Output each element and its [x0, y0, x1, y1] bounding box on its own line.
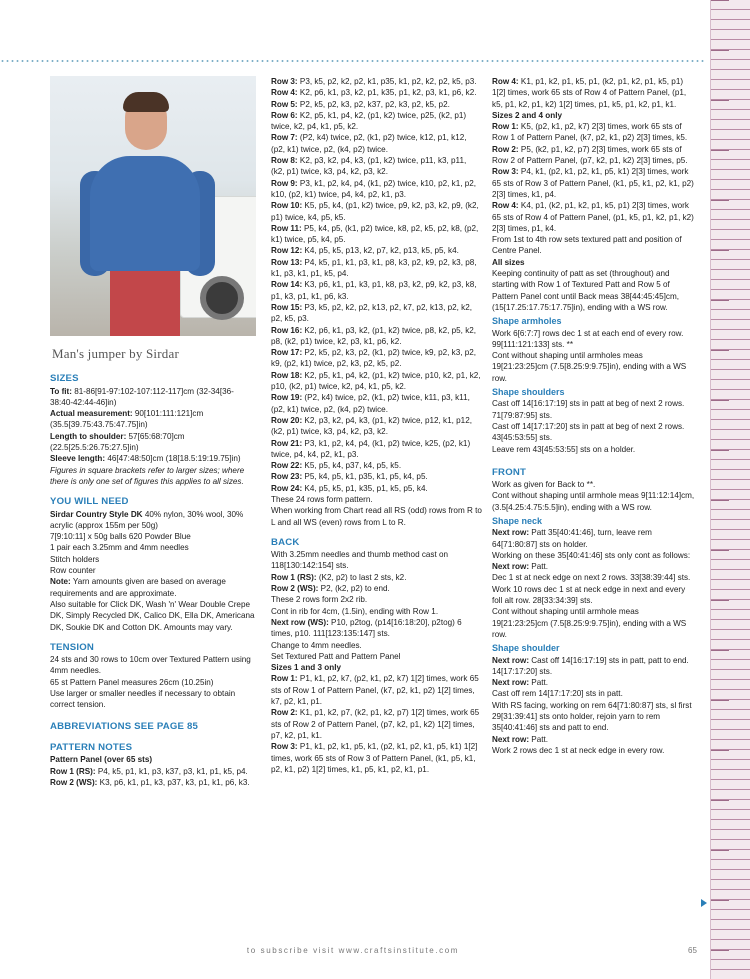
- col2-item: [271, 438, 482, 461]
- trousers: [110, 266, 180, 336]
- pattern-rows: [271, 76, 482, 528]
- item-text: K5, p5, k4, (p1, k2) twice, p9, k2, p3, k2, p9, (k2, p1) twice, k4, p5, k5.: [271, 201, 479, 222]
- item-label: Row 1:: [492, 122, 519, 132]
- back-heading: BACK: [271, 536, 300, 548]
- ruler-major-tick: [711, 50, 729, 51]
- col2-item: [271, 347, 482, 370]
- item-text: Patt.: [529, 734, 548, 744]
- item-label: Row 12:: [271, 246, 303, 256]
- sizes-heading: SIZES: [50, 373, 79, 385]
- sizes-list: [50, 386, 256, 465]
- item-label: Actual measurement:: [50, 409, 133, 419]
- back-item: [271, 640, 482, 651]
- col2-item: [271, 279, 482, 302]
- item-label: Next row:: [492, 562, 530, 572]
- sizes13-item: [271, 673, 482, 707]
- item-label: Row 3:: [271, 742, 298, 752]
- item-label: Row 3:: [271, 77, 298, 86]
- item-label: Row 4:: [492, 77, 519, 86]
- item-label: Row 11:: [271, 223, 302, 233]
- neck-item: [492, 550, 697, 561]
- sizes-item: [50, 453, 256, 464]
- shoulder-item: [492, 734, 697, 745]
- item-text: (K2, p2) to last 2 sts, k2.: [316, 572, 407, 582]
- item-label: Sleeve length:: [50, 454, 106, 464]
- sizes-item: [50, 431, 256, 454]
- item-label: Row 8:: [271, 156, 298, 166]
- col2-item: [271, 370, 482, 393]
- item-text: Yarn amounts given are based on average requirements and are approximate.: [50, 577, 226, 598]
- row-4-instructions: [492, 76, 697, 110]
- item-text: Row counter: [50, 566, 96, 576]
- item-text: From 1st to 4th row sets textured patt and position of Centre Panel.: [492, 235, 682, 256]
- item-text: Work 10 rows dec 1 st at neck edge in next and every foll alt row. 28[33:34:39] sts.: [492, 584, 686, 606]
- shoulder-instructions: [492, 655, 697, 757]
- col2-item: [271, 483, 482, 494]
- item-text: K1, p1, k2, p1, k5, p1, (k2, p1, k2, p1, k5, p1) 1[2] times, work 65 sts of Row 4 of Pattern Panel, (p1, k5, p1, k2, p1, k2) 1[2] times, p1, k5, p1, k2, p1, k1.: [492, 77, 687, 109]
- shoulder-item: [492, 700, 697, 734]
- item-label: Next row:: [492, 655, 530, 665]
- sizes24-item: [492, 200, 697, 234]
- neck-item: [492, 572, 697, 583]
- abbreviations-heading: ABBREVIATIONS SEE PAGE 85: [50, 720, 199, 732]
- front-line: Cont without shaping until armhole meas 9[11:12:14]cm, (3.5[4.25:4.75:5.5]in), ending with a WS row.: [492, 491, 695, 512]
- item-text: 81-86[91-97:102-107:112-117]cm (32-34[36-38:40-42:44-46]in): [50, 386, 234, 407]
- item-text: With RS facing, working on rem 64[71:80:87] sts, sl first 29[31:39:41] sts onto holder, rejoin yarn to rem 35[40:41:46] sts and patt to end.: [492, 700, 692, 733]
- back-item: [271, 549, 482, 572]
- item-label: Row 20:: [271, 415, 303, 425]
- model-hair: [123, 92, 169, 112]
- item-text: P2, k5, p2, k3, p2, k37, p2, k3, p2, k5, p2.: [297, 99, 450, 109]
- item-text: Patt.: [529, 562, 548, 572]
- column-2: [271, 76, 482, 775]
- page-number: 65: [688, 946, 697, 955]
- item-text: 46[47:48:50]cm (18[18.5:19:19.75]in): [105, 454, 241, 464]
- shape-neck-heading: Shape neck: [492, 515, 543, 526]
- back-item: [271, 617, 482, 640]
- sizes-note: Figures in square brackets refer to larger sizes; where there is only one set of figures this applies to all sizes.: [50, 465, 245, 486]
- back-item: [271, 651, 482, 662]
- ruler-major-tick: [711, 200, 729, 201]
- item-label: Row 22:: [271, 461, 303, 471]
- item-text: These 2 rows form 2x2 rib.: [271, 595, 368, 605]
- item-text: Cont without shaping until armhole meas 19[21:23:25]cm (7.5[8.25:9:9.75]in), ending with a WS row.: [492, 607, 687, 639]
- ruler-major-tick: [711, 700, 729, 701]
- item-label: Note:: [50, 577, 71, 587]
- item-label: Row 5:: [271, 99, 298, 109]
- need-item: [50, 565, 256, 576]
- item-text: 7[9:10:11] x 50g balls 620 Powder Blue: [50, 532, 191, 542]
- front-line: Work as given for Back to **.: [492, 480, 596, 490]
- item-text: P4, k5, p1, k1, p3, k1, p8, k3, p2, k9, p2, k3, p8, k1, p3, k1, p1, k5, p4.: [271, 257, 477, 279]
- item-label: Row 21:: [271, 438, 303, 448]
- ruler-major-tick: [711, 350, 729, 351]
- item-text: K4, p1, (k2, p1, k2, p1, k5, p1) 2[3] times, work 65 sts of Row 4 of Pattern Panel, (p1, k5, p1, k2, p1, k2) 2[3] times, p1, k4.: [492, 201, 694, 233]
- item-label: Row 14:: [271, 280, 303, 290]
- ruler-major-tick: [711, 650, 729, 651]
- shoulders-line: Cast off 14[16:17:19] sts in patt at beg of next 2 rows. 71[79:87:95] sts.: [492, 399, 685, 420]
- item-text: K5, (p2, k1, p2, k7) 2[3] times, work 65 sts of Row 1 of Pattern Panel, (k7, p2, k1, p2) 2[3] times, k5.: [492, 122, 688, 143]
- item-text: (P2, k4) twice, p2, (k1, p2) twice, k12, p1, k12, (p2, k1) twice, p2, (k4, p2) twice.: [271, 133, 467, 154]
- col2-item: [271, 99, 482, 110]
- sizes24-item: [492, 234, 697, 257]
- item-label: Row 2 (WS):: [271, 584, 319, 594]
- item-label: Row 4:: [271, 88, 298, 98]
- item-text: K3, p6, k1, p1, k3, p37, k3, p1, k1, p6, k3.: [97, 777, 250, 787]
- tension-line: 24 sts and 30 rows to 10cm over Textured Pattern using 4mm needles.: [50, 655, 251, 676]
- item-label: Row 7:: [271, 133, 298, 143]
- col2-item: [271, 460, 482, 471]
- ruler-major-tick: [711, 400, 729, 401]
- item-text: Dec 1 st at neck edge on next 2 rows. 33[38:39:44] sts.: [492, 573, 691, 583]
- col2-item: [271, 392, 482, 415]
- item-text: 90[101:111:121]cm (35.5[39.75:43.75:47.75]in): [50, 409, 204, 430]
- sizes-1-3-rows: [271, 673, 482, 775]
- ruler-major-tick: [711, 850, 729, 851]
- top-dotted-rule: [0, 60, 706, 62]
- item-text: Change to 4mm needles.: [271, 640, 362, 650]
- item-label: Row 2 (WS):: [50, 777, 98, 787]
- neck-item: [492, 606, 697, 640]
- shoulder-item: [492, 655, 697, 678]
- item-text: Working on these 35[40:41:46] sts only cont as follows:: [492, 550, 691, 560]
- item-text: P3, k1, p2, k4, p4, (k1, p2) twice, k10, p2, k1, p2, k10, (p2, k1) twice, p4, k4, p2, k1, p3.: [271, 178, 477, 199]
- pattern-panel-subheading: Pattern Panel (over 65 sts): [50, 755, 153, 765]
- armholes-text: [492, 328, 697, 384]
- item-label: To fit:: [50, 386, 72, 396]
- item-text: P5, k4, p5, (k1, p2) twice, k8, p2, k5, p2, k8, (p2, k1) twice, p5, k4, p5.: [271, 223, 479, 245]
- item-label: Row 1:: [271, 674, 298, 684]
- item-label: Row 17:: [271, 348, 303, 358]
- back-item: [271, 583, 482, 594]
- subscribe-footer: to subscribe visit www.craftsinstitute.com: [246, 946, 460, 955]
- col2-item: [271, 132, 482, 155]
- item-label: Next row:: [492, 678, 530, 688]
- item-label: Row 19:: [271, 393, 303, 403]
- notes-rows-item: [50, 766, 256, 777]
- shoulders-text: [492, 398, 697, 454]
- ruler-major-tick: [711, 150, 729, 151]
- item-text: P3, k5, p2, k2, p2, k13, p2, k7, p2, k13, p2, k2, p2, k5, p3.: [271, 302, 472, 324]
- item-text: Cast off 14[16:17:19] sts in patt, patt to end. 14[17:17:20] sts.: [492, 655, 689, 676]
- item-text: K2, p5, k1, p4, k2, (p1, k2) twice, p10, k2, p1, k2, p10, (k2, p1) twice, k2, p4, k1, p5, k2.: [271, 370, 481, 392]
- car-wheel: [200, 276, 244, 320]
- shoulders-line: Cast off 14[17:17:20] sts in patt at beg of next 2 rows. 43[45:53:55] sts.: [492, 421, 685, 443]
- pattern-notes-heading: PATTERN NOTES: [50, 741, 133, 753]
- item-text: K2, p3, k2, p4, k3, (p1, k2) twice, p11, k3, p11, (k2, p1) twice, k3, p4, k2, p3, k2.: [271, 156, 467, 177]
- item-text: K4, p5, k5, p1, k35, p1, k5, p5, k4.: [302, 483, 428, 493]
- sizes-2-4-heading: Sizes 2 and 4 only: [492, 110, 562, 120]
- pattern-notes-rows: [50, 766, 256, 789]
- item-label: Row 10:: [271, 201, 303, 211]
- sizes24-item: [492, 144, 697, 167]
- item-text: P2, (k2, p2) to end.: [318, 584, 390, 594]
- sizes-1-3-heading: Sizes 1 and 3 only: [271, 663, 341, 673]
- armholes-line: Work 6[6:7:7] rows dec 1 st at each end of every row. 99[111:121:133] sts. **: [492, 328, 684, 349]
- need-item: [50, 599, 256, 633]
- item-text: K3, p6, k1, p1, k3, p1, k8, p3, k2, p9, k2, p3, k8, p1, k3, p1, k1, p6, k3.: [271, 280, 477, 301]
- column-1: [50, 76, 256, 788]
- ruler-major-tick: [711, 900, 729, 901]
- blue-jumper: [90, 156, 200, 271]
- back-item: [271, 572, 482, 583]
- col2-item: [271, 155, 482, 178]
- sizes-2-4-rows: [492, 121, 697, 257]
- item-text: K2, p6, k1, p3, k2, (p1, k2) twice, p8, k2, p5, k2, p8, (k2, p1) twice, k2, p3, k1, p6, k2.: [271, 325, 477, 346]
- need-item: [50, 531, 256, 542]
- item-text: K2, p6, k1, p3, k2, p1, k35, p1, k2, p3, k1, p6, k2.: [297, 88, 477, 98]
- side-ruler: [710, 0, 750, 979]
- item-text: With 3.25mm needles and thumb method cast on 118[130:142:154] sts.: [271, 550, 449, 571]
- item-text: Set Textured Patt and Pattern Panel: [271, 651, 401, 661]
- item-text: Cont in rib for 4cm, (1.5in), ending with Row 1.: [271, 606, 439, 616]
- col2-item: [271, 257, 482, 280]
- neck-item: [492, 527, 697, 550]
- ruler-major-tick: [711, 450, 729, 451]
- item-label: Row 16:: [271, 325, 303, 335]
- item-text: K1, p1, k2, p7, (k2, p1, k2, p7) 1[2] times, work 65 sts of Row 2 of Pattern Panel, (p7, k2, p1, k2) 1[2] times, p7, k2, p1, k1.: [271, 708, 480, 740]
- item-text: When working from Chart read all RS (odd) rows from R to L and all WS (even) rows from L to R.: [271, 506, 482, 527]
- sizes-item: [50, 408, 256, 431]
- shoulder-item: [492, 688, 697, 699]
- item-text: Work 2 rows dec 1 st at neck edge in every row.: [492, 745, 665, 755]
- col2-item: [271, 302, 482, 325]
- item-label: Row 1 (RS):: [271, 572, 317, 582]
- sizes13-item: [271, 707, 482, 741]
- neck-instructions: [492, 527, 697, 640]
- item-text: P1, k1, p2, k1, p5, k1, (p2, k1, p2, k1, p5, k1) 1[2] times, work 65 sts of Row 3 of Pattern Panel, (k1, p5, k1, p2, k1, p2) 1[2] times, k1, p5, k1, p2, k1, p1.: [271, 742, 478, 774]
- tension-heading: TENSION: [50, 641, 95, 653]
- shape-shoulder-heading: Shape shoulder: [492, 643, 560, 654]
- tension-list: [50, 654, 256, 710]
- item-text: 40% nylon, 30% wool, 30% acrylic (approx 155m per 50g): [50, 509, 244, 530]
- shape-armholes-heading: Shape armholes: [492, 316, 562, 327]
- all-sizes-text: Keeping continuity of patt as set (throughout) and starting with Row 1 of Textured Patt and Row 5 of Pattern Panel cont until Back meas 38[44:45:45]cm,(15[17.25:17.75:17.75]in), ending with a WS row.: [492, 269, 679, 312]
- need-item: [50, 554, 256, 565]
- col2-item: [271, 87, 482, 98]
- need-item: [50, 509, 256, 532]
- item-label: Row 13:: [271, 257, 303, 267]
- item-text: Also suitable for Click DK, Wash 'n' Wear Double Crepe DK, Simply Recycled DK, Calico DK, Ella DK, Americana DK, Soukie DK and Cotton DK. Amounts may vary.: [50, 599, 255, 632]
- item-text: P5, (k2, p1, k2, p7) 2[3] times, work 65 sts of Row 2 of Pattern Panel, (p7, k2, p1, k2) 2[3] times, p5.: [492, 144, 688, 166]
- col2-item: [271, 223, 482, 246]
- back-item: [271, 594, 482, 605]
- col2-item: [271, 76, 482, 87]
- item-label: Row 23:: [271, 472, 303, 482]
- neck-item: [492, 561, 697, 572]
- back-item: [271, 606, 482, 617]
- col3-top-item: [492, 76, 697, 110]
- ruler-major-tick: [711, 100, 729, 101]
- sizes24-item: [492, 121, 697, 144]
- ruler-major-tick: [711, 800, 729, 801]
- item-text: P4, k5, p1, k1, p3, k37, p3, k1, p1, k5, p4.: [95, 766, 248, 776]
- item-text: K2, p3, k2, p4, k3, (p1, k2) twice, p12, k1, p12, (k2, p1) twice, k3, p4, k2, p3, k2.: [271, 415, 472, 437]
- shape-shoulders-heading: Shape shoulders: [492, 387, 565, 398]
- item-text: (P2, k4) twice, p2, (k1, p2) twice, k11, p3, k11, (p2, k1) twice, p2, (k4, p2) twice.: [271, 393, 470, 414]
- item-text: K2, p5, k1, p4, k2, (p1, k2) twice, p25, (k2, p1) twice, k2, p4, k1, p5, k2.: [271, 110, 467, 132]
- item-label: Length to shoulder:: [50, 431, 127, 441]
- item-label: Next row (WS):: [271, 617, 329, 627]
- item-text: P10, p2tog, (p14[16:18:20], p2tog) 6 times, p10. 111[123:135:147] sts.: [271, 617, 462, 639]
- item-text: P3, k1, p2, k4, p4, (k1, p2) twice, k25, (p2, k1) twice, p4, k4, p2, k1, p3.: [271, 438, 471, 459]
- item-text: P4, k1, (p2, k1, p2, k1, p5, k1) 2[3] times, work 65 sts of Row 3 of Pattern Panel, (k1, p5, k1, p2, k1, p2) 2[3] times, k1, p4.: [492, 167, 694, 199]
- item-text: K4, p5, k5, p13, k2, p7, k2, p13, k5, p5, k4.: [302, 246, 459, 256]
- sizes13-item: [271, 741, 482, 775]
- front-heading: FRONT: [492, 466, 527, 478]
- item-label: Row 24:: [271, 483, 303, 493]
- shoulder-item: [492, 677, 697, 688]
- item-text: 57[65:68:70]cm (22.5[25.5:26.75:27.5]in): [50, 431, 185, 453]
- item-text: P1, k1, p2, k7, (p2, k1, p2, k7) 1[2] times, work 65 sts of Row 1 of Pattern Panel, (k7, p2, k1, p2) 1[2] times, k7, p2, k1, p1.: [271, 674, 479, 707]
- ruler-major-tick: [711, 600, 729, 601]
- col2-item: [271, 471, 482, 482]
- item-label: Row 18:: [271, 370, 303, 380]
- ruler-major-tick: [711, 500, 729, 501]
- sweater-photo: [50, 76, 256, 336]
- tension-line: Use larger or smaller needles if necessary to obtain correct tension.: [50, 689, 236, 710]
- col2-item: [271, 245, 482, 256]
- you-will-need-heading: YOU WILL NEED: [50, 496, 129, 508]
- item-text: K5, p5, k4, p37, k4, p5, k5.: [302, 461, 402, 471]
- item-text: Cast off rem 14[17:17:20] sts in patt.: [492, 689, 623, 699]
- item-label: Next row:: [492, 734, 530, 744]
- col2-item: [271, 110, 482, 133]
- item-label: Row 1 (RS):: [50, 766, 96, 776]
- notes-rows-item: [50, 777, 256, 788]
- item-text: Patt.: [529, 678, 548, 688]
- ruler-major-tick: [711, 750, 729, 751]
- item-text: 1 pair each 3.25mm and 4mm needles: [50, 543, 189, 553]
- column-3: [492, 76, 697, 756]
- need-item: [50, 576, 256, 599]
- item-text: P2, k5, p2, k3, p2, (k1, p2) twice, k9, p2, k3, p2, k9, (p2, k1) twice, p2, k3, p2, k5, p2.: [271, 348, 477, 369]
- you-will-need-list: [50, 509, 256, 633]
- item-label: Row 9:: [271, 178, 298, 188]
- item-label: Row 2:: [271, 708, 298, 718]
- need-item: [50, 542, 256, 553]
- front-text: [492, 479, 697, 513]
- all-sizes-heading: All sizes: [492, 257, 525, 267]
- item-label: Next row:: [492, 528, 530, 538]
- col2-item: [271, 505, 482, 528]
- col2-item: [271, 200, 482, 223]
- shoulder-item: [492, 745, 697, 756]
- item-label: Sirdar Country Style DK: [50, 509, 143, 519]
- col2-item: [271, 325, 482, 348]
- tension-line: 65 st Pattern Panel measures 26cm (10.25in): [50, 677, 214, 687]
- item-label: Row 15:: [271, 302, 303, 312]
- neck-item: [492, 584, 697, 607]
- ruler-major-tick: [711, 950, 729, 951]
- ruler-major-tick: [711, 300, 729, 301]
- item-text: Patt 35[40:41:46], turn, leave rem 64[71:80:87] sts on holder.: [492, 528, 652, 549]
- item-text: P3, k5, p2, k2, p2, k1, p35, k1, p2, k2, p2, k5, p3.: [297, 77, 477, 86]
- back-instructions: [271, 549, 482, 662]
- item-text: P5, k4, p5, k1, p35, k1, p5, k4, p5.: [302, 472, 428, 482]
- item-label: Row 2:: [492, 144, 519, 154]
- armholes-line: Cont without shaping until armholes meas 19[21:23:25]cm (7.5[8.25:9:9.75]in), ending with a WS row.: [492, 351, 687, 383]
- col2-item: [271, 415, 482, 438]
- sizes-item: [50, 386, 256, 409]
- continue-arrow-icon: [701, 899, 707, 907]
- shoulders-line: Leave rem 43[45:53:55] sts on a holder.: [492, 444, 636, 454]
- ruler-major-tick: [711, 250, 729, 251]
- col2-item: [271, 178, 482, 201]
- item-label: Row 4:: [492, 201, 519, 211]
- item-text: These 24 rows form pattern.: [271, 494, 373, 504]
- ruler-major-tick: [711, 550, 729, 551]
- sizes24-item: [492, 166, 697, 200]
- col2-item: [271, 494, 482, 505]
- photo-caption: Man's jumper by Sirdar: [52, 346, 179, 361]
- ruler-major-tick: [711, 0, 729, 1]
- item-label: Row 3:: [492, 167, 519, 177]
- item-text: Stitch holders: [50, 554, 100, 564]
- item-label: Row 6:: [271, 110, 298, 120]
